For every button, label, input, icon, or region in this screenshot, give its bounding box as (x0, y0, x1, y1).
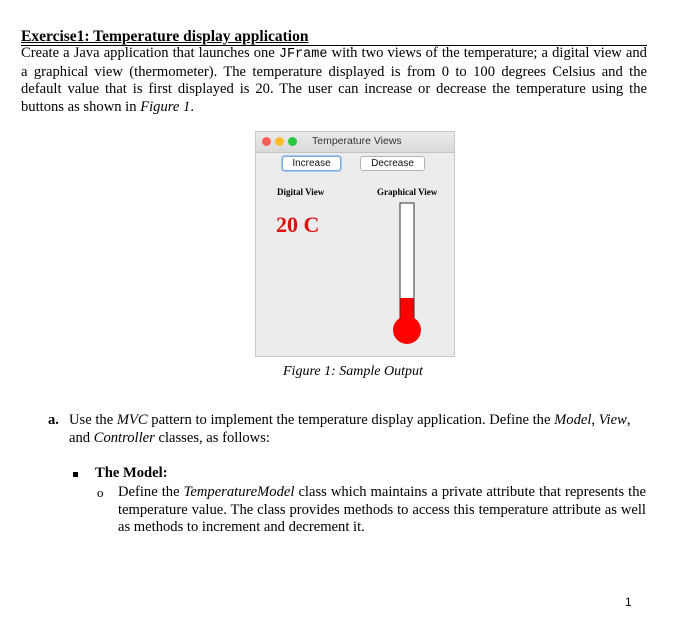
thermometer-graphic (391, 202, 431, 347)
figure-caption: Figure 1: Sample Output (283, 364, 423, 379)
decrease-button[interactable]: Decrease (360, 156, 425, 171)
jframe-code: JFrame (278, 47, 328, 62)
maximize-light-icon[interactable] (288, 137, 297, 146)
temperature-views-window (255, 131, 455, 357)
model-heading: The Model: (95, 465, 168, 481)
close-light-icon[interactable] (262, 137, 271, 146)
list-marker-a: a. (48, 412, 59, 428)
digital-temperature-display: 20 C (276, 212, 320, 237)
figure-reference: Figure 1 (140, 98, 191, 115)
digital-view-label: Digital View (277, 187, 325, 197)
list-item-a-text: Use the MVC pattern to implement the temperature display application. Define the Model, View, and Controller classes, as follows: (69, 412, 631, 446)
graphical-view-label: Graphical View (377, 187, 438, 197)
model-description: Define the TemperatureModel class which maintains a private attribute that represents the temperature value. The class provides methods to access this temperature attribute as well as methods to increment and decrement it. (118, 484, 646, 536)
exercise-title: Exercise1: Temperature display application (21, 28, 647, 46)
square-bullet-icon (73, 472, 78, 477)
increase-button[interactable]: Increase (282, 156, 341, 171)
sub-bullet-marker: o (97, 485, 104, 500)
intro-paragraph: Create a Java application that launches one JFrame with two views of the temperature; a digital view and a graphical view (thermometer). The temperature displayed is from 0 to 100 degrees Celsius and the default value that is first displayed is 20. The user can increase or decrease the temperature using the buttons as shown in Figure 1. (21, 45, 647, 115)
window-title: Temperature Views (312, 135, 402, 147)
page-number: 1 (625, 595, 632, 609)
thermometer-bulb (393, 316, 421, 344)
minimize-light-icon[interactable] (275, 137, 284, 146)
window-titlebar[interactable] (256, 132, 454, 153)
